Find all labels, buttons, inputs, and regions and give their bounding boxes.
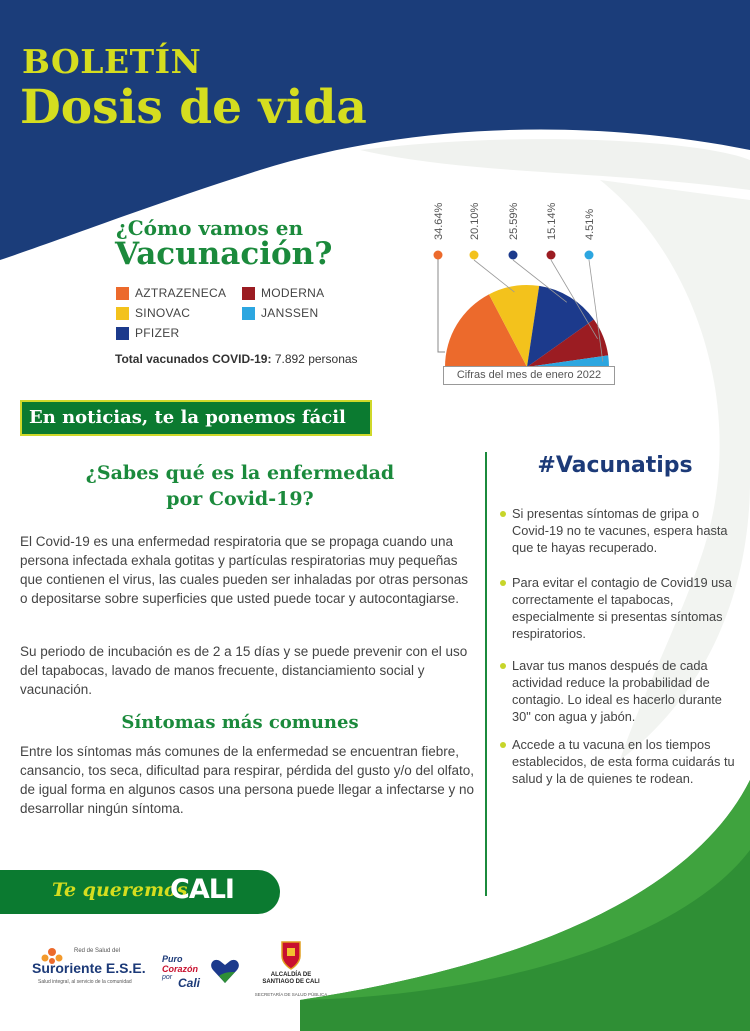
puro-corazon-logo — [160, 954, 240, 994]
article-title-line2: por Covid-19? — [166, 488, 314, 510]
data-label-janssen: 4.51% — [584, 208, 596, 240]
logo2-word: por — [162, 974, 173, 981]
logo3-line3: SECRETARÍA DE SALUD PÚBLICA — [254, 992, 328, 997]
article-paragraph-1: El Covid-19 es una enfermedad respiratoria que se propaga cuando una persona infectada exhala gotitas y partículas respiratorias muy pequeñas que contienen el virus, las cuales pueden ser inhaladas por otras personas o depositarse sobre superficies que usted puede tocar y autocontagiarse. — [20, 534, 469, 606]
slice-marker-pfizer — [509, 251, 518, 260]
tip-text: Si presentas síntomas de gripa o Covid-19 no te vacunes, espera hasta que te hayas recuperado. — [512, 506, 728, 555]
article-title — [40, 460, 440, 512]
data-label-pfizer: 25.59% — [508, 202, 520, 240]
tip-text: Accede a tu vacuna en los tiempos establecidos, de esta forma cuidarás tu salud y la de quienes te rodean. — [512, 737, 735, 786]
legend-item-sinovac — [116, 306, 242, 320]
legend-swatch — [242, 307, 255, 320]
article-title-line1: ¿Sabes qué es la enfermedad — [85, 462, 395, 484]
logo2-word: Cali — [178, 976, 201, 990]
logo1-name: Suroriente E.S.E. — [32, 960, 146, 976]
bulletin-title: Dosis de vida — [20, 80, 367, 135]
legend-swatch — [116, 327, 129, 340]
vaccination-question: ¿Cómo vamos en — [116, 216, 304, 240]
logo2-word: Puro — [162, 954, 183, 964]
symptoms-title: Síntomas más comunes — [121, 712, 359, 733]
bullet-icon — [500, 663, 506, 669]
slice-marker-janssen — [585, 251, 594, 260]
tips-title: #Vacunatips — [537, 453, 693, 478]
news-banner — [20, 400, 372, 436]
vaccination-title: Vacunación? — [115, 236, 333, 272]
total-vaccinated — [115, 352, 358, 366]
cali-logo-text: CALI — [170, 874, 234, 905]
legend-swatch — [116, 287, 129, 300]
bullet-icon — [500, 580, 506, 586]
news-banner-text: En noticias, te la ponemos fácil — [29, 407, 346, 428]
leader-line — [474, 260, 514, 292]
tip-item — [500, 505, 736, 556]
logo2-word: Corazón — [162, 964, 198, 974]
logo1-small-text: Red de Salud del — [74, 948, 121, 954]
bullet-icon — [500, 742, 506, 748]
symptoms-paragraph: Entre los síntomas más comunes de la enfermedad se encuentran fiebre, cansancio, tos seca, dificultad para respirar, pérdida del gusto y/o del olfato, de igual forma en algunos casos una persona puede llegar a infectarse y no desarrollar ningún síntoma. — [20, 744, 475, 816]
tip-text: Lavar tus manos después de cada actividad reduce la probabilidad de contagio. Lo ideal es hacerlo durante 30" con agua y jabón. — [512, 658, 722, 724]
suroriente-logo — [14, 946, 154, 992]
chart-legend — [116, 286, 356, 340]
legend-label: JANSSEN — [261, 306, 319, 320]
legend-item-pfizer — [116, 326, 242, 340]
legend-swatch — [116, 307, 129, 320]
slice-marker-sinovac — [470, 251, 479, 260]
logo3-line1: ALCALDÍA DE — [270, 972, 312, 978]
logo1-tagline: Salud integral, al servicio de la comunidad — [38, 979, 132, 985]
data-label-moderna: 15.14% — [546, 202, 558, 240]
chart-caption: Cifras del mes de enero 2022 — [443, 366, 615, 385]
chart-connector — [438, 254, 445, 352]
tip-item — [500, 574, 736, 642]
legend-label: MODERNA — [261, 286, 325, 300]
legend-swatch — [242, 287, 255, 300]
bullet-icon — [500, 511, 506, 517]
data-label-sinovac: 20.10% — [469, 202, 481, 240]
article-paragraph-2: Su periodo de incubación es de 2 a 15 días y se puede prevenir con el uso del tapabocas, lavado de manos frecuente, distanciamiento social y vacunación. — [20, 644, 468, 697]
legend-item-moderna — [242, 286, 362, 300]
tip-item — [500, 736, 736, 787]
slice-marker-aztrazeneca — [434, 251, 443, 260]
legend-label: PFIZER — [135, 326, 180, 340]
total-label: Total vacunados COVID-19: — [115, 352, 272, 366]
alcaldia-logo — [248, 940, 334, 1002]
heart-icon — [210, 958, 240, 984]
tip-text: Para evitar el contagio de Covid19 usa correctamente el tapabocas, especialmente si presentas síntomas respiratorios. — [512, 575, 732, 641]
legend-label: SINOVAC — [135, 306, 191, 320]
slice-marker-moderna — [547, 251, 556, 260]
coat-of-arms-icon — [280, 940, 302, 970]
tip-item — [500, 657, 736, 725]
logo3-line2: SANTIAGO DE CALI — [262, 979, 320, 985]
total-value: 7.892 personas — [274, 352, 358, 366]
legend-item-janssen — [242, 306, 362, 320]
bulletin-label: BOLETÍN — [22, 42, 202, 81]
slogan-text: Te queremos — [52, 879, 188, 901]
data-label-aztrazeneca: 34.64% — [433, 202, 445, 240]
vaccination-pie-chart — [415, 182, 630, 387]
legend-label: AZTRAZENECA — [135, 286, 227, 300]
column-divider — [485, 452, 487, 896]
legend-item-aztrazeneca — [116, 286, 242, 300]
